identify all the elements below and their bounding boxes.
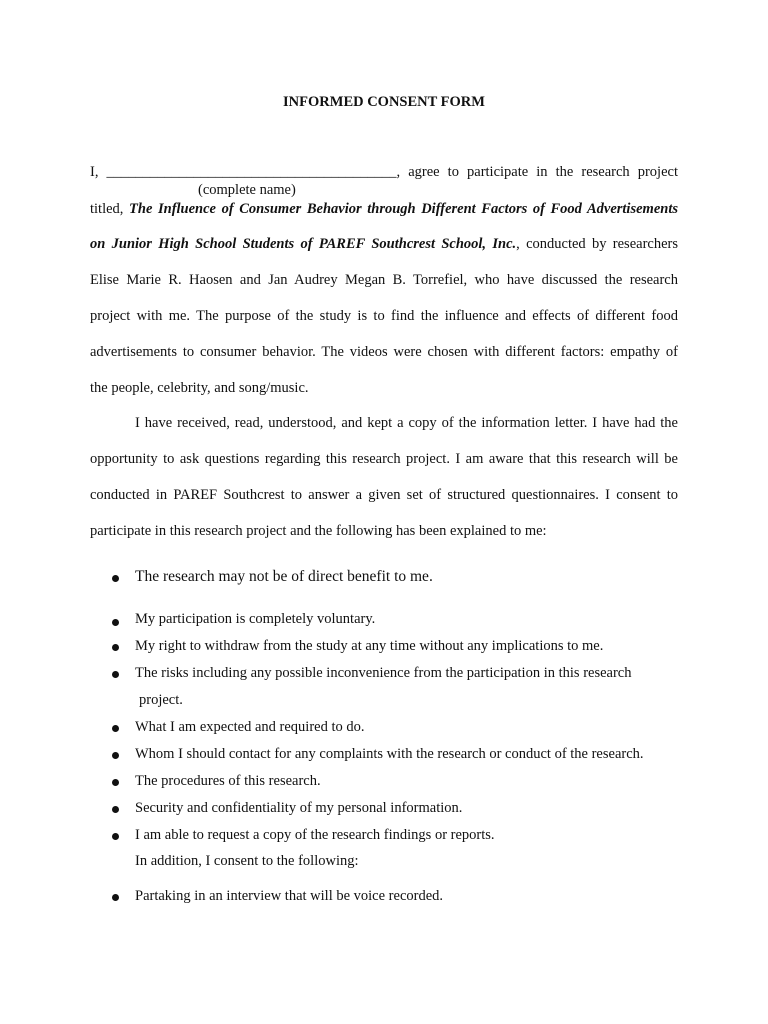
para2-line-1: I have received, read, understood, and kept a copy of the information letter. I have had the — [135, 415, 678, 431]
list-item: Security and confidentiality of my personal information. — [135, 800, 463, 816]
para2-line-4: participate in this research project and the following has been explained to me: — [90, 523, 547, 539]
project-title: The Influence of Consumer Behavior through Different Factors of Food Advertisements — [129, 201, 678, 217]
intro-line-4: Elise Marie R. Haosen and Jan Audrey Megan B. Torrefiel, who have discussed the research — [90, 272, 678, 288]
list-item: My right to withdraw from the study at any time without any implications to me. — [135, 638, 604, 654]
bullet-dot — [112, 833, 122, 843]
intro-line-7: the people, celebrity, and song/music. — [90, 380, 309, 396]
intro-line-3: on Junior High School Students of PAREF Southcrest School, Inc., conducted by researchers — [90, 236, 678, 252]
bullet-dot — [112, 671, 122, 681]
name-hint: (complete name) — [198, 182, 296, 198]
bullet-dot — [112, 725, 122, 735]
bullet-dot — [112, 894, 122, 904]
intro-line-6: advertisements to consumer behavior. The videos were chosen with different factors: empathy of — [90, 344, 678, 360]
list-item: I am able to request a copy of the research findings or reports. — [135, 827, 495, 843]
list-item-continuation: project. — [139, 692, 183, 708]
bullet-dot — [112, 779, 122, 789]
list-item: Partaking in an interview that will be voice recorded. — [135, 888, 444, 904]
project-title-cont: on Junior High School Students of PAREF Southcrest School, Inc. — [90, 236, 517, 252]
list-item: The research may not be of direct benefit to me. — [135, 568, 433, 585]
list-item: What I am expected and required to do. — [135, 719, 365, 735]
name-blank: I, ________________________________________ — [90, 164, 397, 180]
para2-line-2: opportunity to ask questions regarding this research project. I am aware that this research will be — [90, 451, 678, 467]
list-item: Whom I should contact for any complaints with the research or conduct of the research. — [135, 746, 644, 762]
list-item: The procedures of this research. — [135, 773, 321, 789]
list-item: My participation is completely voluntary. — [135, 611, 376, 627]
list-item: The risks including any possible inconvenience from the participation in this research — [135, 665, 632, 681]
para2-line-3: conducted in PAREF Southcrest to answer a given set of structured questionnaires. I consent to — [90, 487, 678, 503]
bullet-dot — [112, 619, 122, 629]
bullet-dot — [112, 575, 122, 585]
intro-line-1: I, ________________________________________, agree to participate in the research project — [90, 164, 678, 180]
page-title: INFORMED CONSENT FORM — [283, 94, 485, 110]
intro-line-2: titled, The Influence of Consumer Behavior through Different Factors of Food Advertisements — [90, 201, 678, 217]
bullet-dot — [112, 806, 122, 816]
bullet-dot — [112, 752, 122, 762]
bullet-dot — [112, 644, 122, 654]
addition-heading: In addition, I consent to the following: — [135, 853, 359, 869]
intro-line-5: project with me. The purpose of the study is to find the influence and effects of different food — [90, 308, 678, 324]
